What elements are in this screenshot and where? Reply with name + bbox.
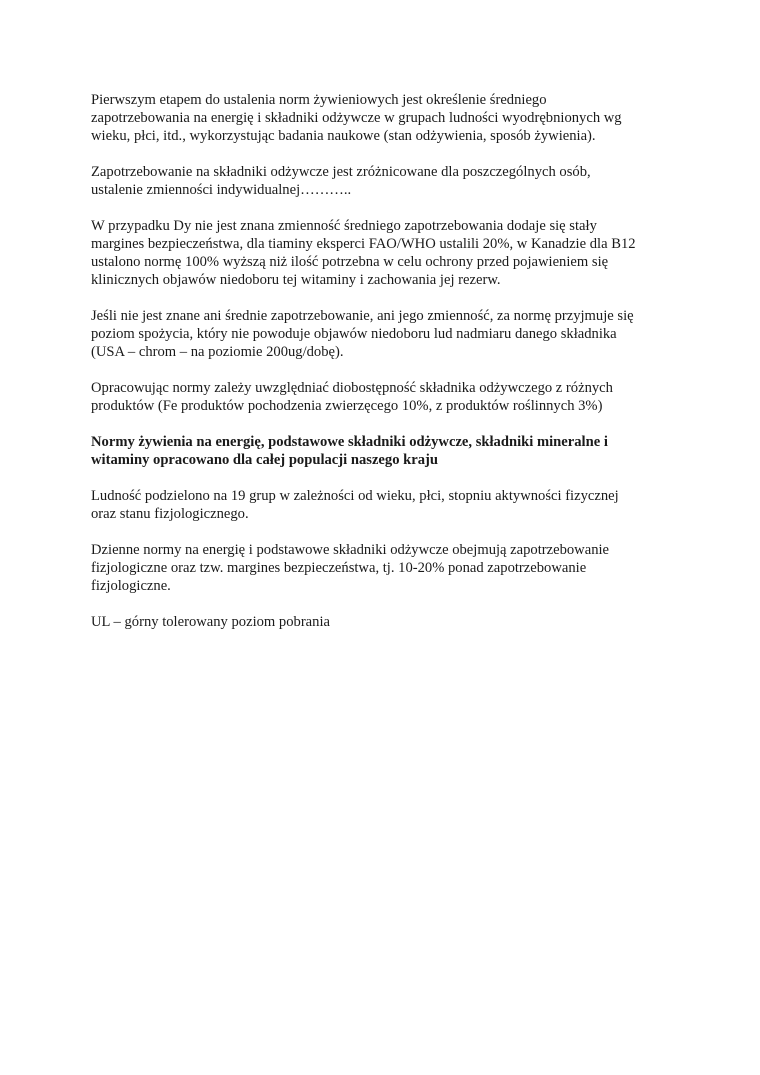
paragraph-heading-norms: Normy żywienia na energię, podstawowe składniki odżywcze, składniki mineralne i witaminy opracowano dla całej populacji naszego kraju [91,434,608,468]
paragraph-population-groups: Ludność podzielono na 19 grup w zależności od wieku, płci, stopniu aktywności fizycznej oraz stanu fizjologicznego. [91,488,619,522]
paragraph-bioavailability: Opracowując normy zależy uwzględniać diobostępność składnika odżywczego z różnych produktów (Fe produktów pochodzenia zwierzęcego 10%, z produktów roślinnych 3%) [91,380,613,414]
paragraph-individual-variability: Zapotrzebowanie na składniki odżywcze jest zróżnicowane dla poszczególnych osób, ustalenie zmienności indywidualnej……….. [91,164,591,198]
paragraph-unknown-requirement: Jeśli nie jest znane ani średnie zapotrzebowanie, ani jego zmienność, za normę przyjmuje się poziom spożycia, który nie powoduje objawów niedoboru lud nadmiaru danego składnika (USA – chrom – na poziomie 200ug/dobę). [91,308,634,360]
paragraph-ul-definition: UL – górny tolerowany poziom pobrania [91,614,330,630]
document-body [91,91,671,649]
paragraph-daily-norms: Dzienne normy na energię i podstawowe składniki odżywcze obejmują zapotrzebowanie fizjologiczne oraz tzw. margines bezpieczeństwa, tj. 10-20% ponad zapotrzebowanie fizjologiczne. [91,542,610,594]
paragraph-first-stage: Pierwszym etapem do ustalenia norm żywieniowych jest określenie średniego zapotrzebowania na energię i składniki odżywcze w grupach ludności wyodrębnionych wg wieku, płci, itd., wykorzystując badania naukowe (stan odżywienia, sposób żywienia). [91,92,622,144]
paragraph-safety-margin: W przypadku Dy nie jest znana zmienność średniego zapotrzebowania dodaje się stały margines bezpieczeństwa, dla tiaminy eksperci FAO/WHO ustalili 20%, w Kanadzie dla B12 ustalono normę 100% wyższą niż ilość potrzebna w celu ochrony przed pojawieniem się klinicznych objawów niedoboru tej witaminy i zachowania jej rezerw. [91,218,636,288]
